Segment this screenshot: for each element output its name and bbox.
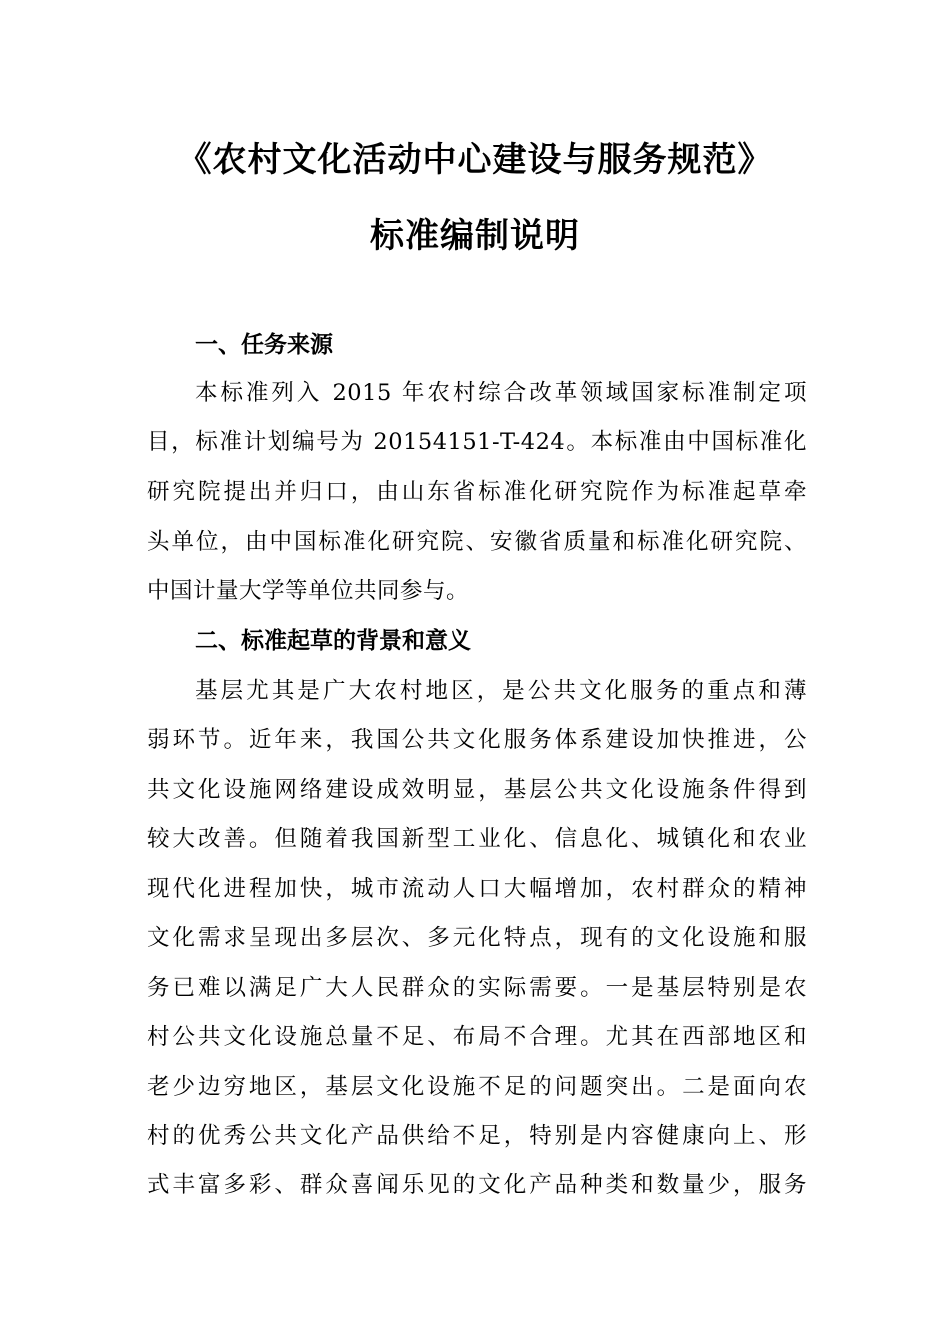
document-title: 《农村文化活动中心建设与服务规范》 — [177, 140, 773, 180]
paragraph-line: 村的优秀公共文化产品供给不足，特别是内容健康向上、形 — [147, 1123, 807, 1149]
paragraph-line: 务已难以满足广大人民群众的实际需要。一是基层特别是农 — [147, 975, 807, 1001]
paragraph-line: 弱环节。近年来，我国公共文化服务体系建设加快推进，公 — [147, 727, 807, 753]
paragraph-line: 共文化设施网络建设成效明显，基层公共文化设施条件得到 — [147, 777, 807, 803]
paragraph-line: 现代化进程加快，城市流动人口大幅增加，农村群众的精神 — [147, 876, 807, 902]
paragraph-line: 头单位，由中国标准化研究院、安徽省质量和标准化研究院、 — [147, 529, 807, 555]
paragraph-line: 较大改善。但随着我国新型工业化、信息化、城镇化和农业 — [147, 826, 807, 852]
paragraph-line: 研究院提出并归口，由山东省标准化研究院作为标准起草牵 — [147, 479, 807, 505]
document-subtitle: 标准编制说明 — [370, 216, 580, 256]
paragraph-line: 中国计量大学等单位共同参与。 — [147, 578, 470, 604]
paragraph-line: 基层尤其是广大农村地区，是公共文化服务的重点和薄 — [195, 678, 807, 704]
paragraph-line: 目，标准计划编号为 20154151-T-424。本标准由中国标准化 — [147, 429, 807, 455]
paragraph-line: 文化需求呈现出多层次、多元化特点，现有的文化设施和服 — [147, 925, 807, 951]
paragraph-line: 式丰富多彩、群众喜闻乐见的文化产品种类和数量少，服务 — [147, 1172, 807, 1198]
section-heading: 二、标准起草的背景和意义 — [195, 628, 471, 654]
paragraph-line: 本标准列入 2015 年农村综合改革领域国家标准制定项 — [195, 380, 807, 406]
section-heading: 一、任务来源 — [195, 332, 333, 358]
paragraph-line: 老少边穷地区，基层文化设施不足的问题突出。二是面向农 — [147, 1074, 807, 1100]
paragraph-line: 村公共文化设施总量不足、布局不合理。尤其在西部地区和 — [147, 1024, 807, 1050]
